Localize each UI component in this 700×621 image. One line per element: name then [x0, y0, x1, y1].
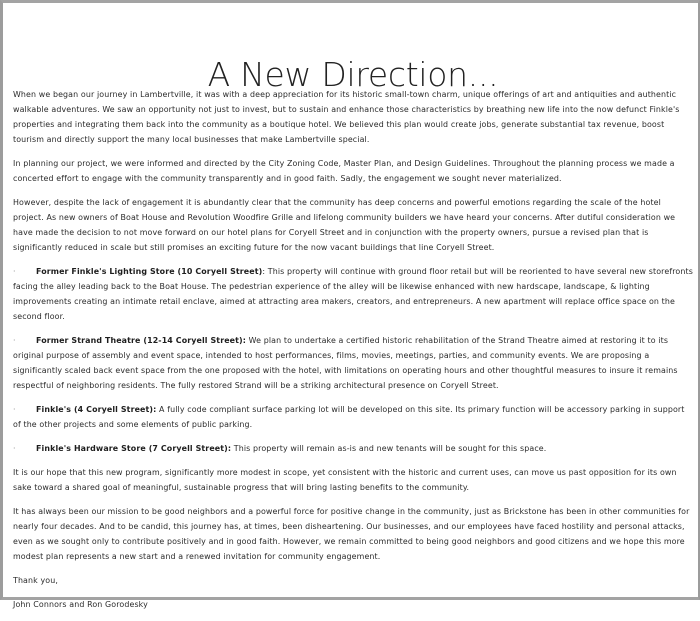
item-heading: Finkle's (4 Coryell Street):	[36, 405, 157, 414]
list-item-finkles-parking	[13, 402, 693, 432]
paragraph-planning: In planning our project, we were informed and directed by the City Zoning Code, Master Plan, and Design Guidelines. Throughout the planning process we made a concerted effort to engage with the community transparently and in good faith. Sadly, the engagement we sought never materialized.	[13, 159, 675, 183]
item-heading: Former Finkle's Lighting Store (10 Coryell Street)	[36, 267, 263, 276]
page-title: A New Direction...	[207, 55, 499, 95]
list-item-hardware-store	[13, 441, 693, 456]
salutation: Thank you,	[13, 576, 58, 585]
list-item-lighting-store	[13, 264, 693, 324]
item-body: This property will continue with ground floor retail but will be reoriented to have several new storefronts facing the alley leading back to the Boat House. The pedestrian experience of the alley will be likewise enhanced with new hardscape, landscape, & lighting improvements creating an intimate retail enclave, aimed at attracting area makers, creators, and entrepreneurs. A new apartment will replace office space on the second floor.	[13, 267, 693, 321]
paragraph-decision: However, despite the lack of engagement it is abundantly clear that the community has deep concerns and powerful emotions regarding the scale of the hotel project. As new owners of Boat House and Revolution Woodfire Grille and lifelong community builders we have heard your concerns. After dutiful consideration we have made the decision to not move forward on our hotel plans for Coryell Street and in conjunction with the property owners, pursue a revised plan that is significantly reduced in scale but still promises an exciting future for the now vacant buildings that line Coryell Street.	[13, 198, 676, 252]
list-item-strand-theatre	[13, 333, 693, 393]
paragraph-mission: It has always been our mission to be good neighbors and a powerful force for positive change in the community, just as Brickstone has been in other communities for nearly four decades. And to be candid, this journey has, at times, been disheartening. Our businesses, and our employees have faced hostility and personal attacks, even as we sought only to contribute positively and in good faith. However, we remain committed to being good neighbors and good citizens and we hope this more modest plan represents a new start and a renewed invitation for community engagement.	[13, 507, 690, 561]
bullet-icon: ·	[13, 336, 16, 345]
bullet-icon: ·	[13, 405, 16, 414]
letter-body	[13, 87, 693, 621]
bullet-icon: ·	[13, 267, 16, 276]
item-separator: :	[262, 267, 266, 276]
bullet-icon: ·	[13, 444, 16, 453]
paragraph-intro: When we began our journey in Lambertville, it was with a deep appreciation for its historic small-town charm, unique offerings of art and antiquities and authentic walkable adventures. We saw an opportunity not just to invest, but to sustain and enhance those characteristics by breathing new life into the now defunct Finkle's properties and integrating them back into the community as a boutique hotel. We believed this plan would create jobs, generate substantial tax revenue, boost tourism and directly support the many local businesses that make Lambertville special.	[13, 90, 680, 144]
item-heading: Former Strand Theatre (12-14 Coryell Street):	[36, 336, 247, 345]
item-body: This property will remain as-is and new tenants will be sought for this space.	[231, 444, 547, 453]
paragraph-hope: It is our hope that this new program, significantly more modest in scope, yet consistent with the historic and current uses, can move us past opposition for its own sake toward a shared goal of meaningful, sustainable progress that will bring lasting benefits to the community.	[13, 468, 677, 492]
item-heading: Finkle's Hardware Store (7 Coryell Street):	[36, 444, 232, 453]
signature: John Connors and Ron Gorodesky	[13, 600, 148, 609]
item-body: We plan to undertake a certified historic rehabilitation of the Strand Theatre aimed at restoring it to its original purpose of assembly and event space, intended to host performances, films, movies, meetings, parties, and community events. We are proposing a significantly scaled back event space from the one proposed with the hotel, with limitations on operating hours and other thoughtful measures to insure it remains respectful of neighboring residents. The fully restored Strand will be a striking architectural presence on Coryell Street.	[13, 336, 678, 390]
item-body: A fully code compliant surface parking lot will be developed on this site. Its primary function will be accessory parking in support of the other projects and some elements of public parking.	[13, 405, 685, 429]
